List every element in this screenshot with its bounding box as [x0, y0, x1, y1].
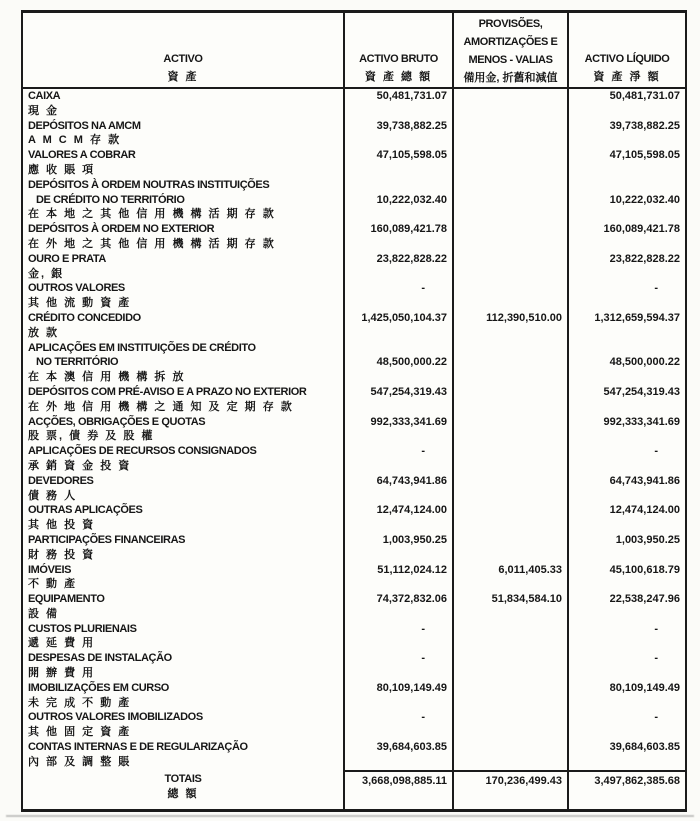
row-label-zh: 在 外 地 之 其 他 信 用 機 構 活 期 存 款 — [28, 237, 276, 250]
cell-prov — [454, 163, 567, 178]
cell-bruto: 39,684,603.85 — [376, 741, 447, 754]
row-label-pt: CONTAS INTERNAS E DE REGULARIZAÇÃO — [28, 741, 248, 754]
cell-bruto — [345, 518, 452, 533]
row-label-pt: OUTRAS APLICAÇÕES — [28, 504, 143, 517]
cell-prov — [454, 710, 567, 725]
cell-bruto — [345, 636, 452, 651]
row-label-pt: DEPÓSITOS À ORDEM NOUTRAS INSTITUIÇÕES — [28, 178, 270, 191]
header-provisoes-line1: PROVISÕES, — [478, 18, 543, 30]
cell-bruto: - — [421, 711, 425, 724]
cell-liq: 992,333,341.69 — [603, 415, 680, 428]
row-label-zh: 在 外 地 信 用 機 構 之 通 知 及 定 期 存 款 — [28, 400, 294, 413]
row-label-zh: 金, 銀 — [28, 267, 65, 280]
header-cell-activo — [23, 13, 343, 87]
cell-liq: 50,481,731.07 — [609, 90, 680, 102]
table-body — [23, 89, 685, 770]
cell-prov — [454, 696, 567, 711]
cell-liq — [569, 296, 685, 311]
cell-bruto — [345, 607, 452, 622]
cell-liq — [569, 326, 685, 341]
row-label-pt: ACÇÕES, OBRIGAÇÕES E QUOTAS — [28, 415, 206, 428]
cell-prov — [454, 622, 567, 637]
row-label-pt: VALORES A COBRAR — [28, 149, 136, 162]
row-label-zh: 其 他 流 動 資 產 — [28, 297, 132, 310]
cell-liq — [569, 577, 685, 592]
cell-bruto: 47,105,598.05 — [376, 149, 447, 162]
cell-prov — [454, 725, 567, 740]
row-label-zh: 承 銷 資 金 投 資 — [28, 459, 132, 472]
row-label-zh: 應 收 賬 項 — [28, 163, 96, 176]
cell-liq: - — [654, 282, 658, 295]
cell-liq: - — [654, 445, 658, 458]
cell-bruto — [345, 133, 452, 148]
cell-prov — [454, 607, 567, 622]
cell-prov — [454, 459, 567, 474]
row-label-pt: DESPESAS DE INSTALAÇÃO — [28, 652, 172, 665]
cell-prov — [454, 666, 567, 681]
cell-bruto — [345, 548, 452, 563]
row-label-zh: 設 備 — [28, 607, 60, 620]
row-label-pt: IMOBILIZAÇÕES EM CURSO — [28, 681, 169, 694]
row-label-zh: 未 完 成 不 動 產 — [28, 696, 132, 709]
cell-prov — [454, 681, 567, 696]
cell-prov — [454, 489, 567, 504]
row-label-zh: 其 他 投 資 — [28, 519, 96, 532]
cell-prov — [454, 178, 567, 193]
cell-bruto: 992,333,341.69 — [370, 415, 447, 428]
cell-bruto: 64,743,941.86 — [376, 474, 447, 487]
cell-bruto — [345, 429, 452, 444]
cell-bruto — [345, 237, 452, 252]
row-label-pt: DEPÓSITOS À ORDEM NO EXTERIOR — [28, 223, 215, 236]
cell-bruto — [345, 341, 452, 356]
cell-prov — [454, 296, 567, 311]
cell-prov — [454, 237, 567, 252]
cell-bruto — [345, 400, 452, 415]
totals-row — [23, 770, 685, 809]
cell-bruto — [345, 696, 452, 711]
header-provisoes-line2: AMORTIZAÇÕES E — [463, 36, 558, 48]
cell-prov — [454, 577, 567, 592]
column-activo — [23, 89, 343, 770]
cell-prov — [454, 341, 567, 356]
cell-prov — [454, 636, 567, 651]
cell-liq — [569, 400, 685, 415]
cell-prov — [454, 148, 567, 163]
cell-liq — [569, 755, 685, 770]
cell-prov — [454, 444, 567, 459]
balance-sheet-table — [21, 10, 687, 812]
row-label-zh: 內 部 及 調 整 賬 — [28, 755, 132, 768]
row-label-pt: DEPÓSITOS COM PRÉ-AVISO E A PRAZO NO EXTERIOR — [28, 385, 307, 398]
row-label-zh: 遞 延 費 用 — [28, 637, 96, 650]
column-provisoes — [452, 89, 567, 770]
cell-prov — [454, 385, 567, 400]
cell-prov — [454, 355, 567, 370]
cell-liq — [569, 178, 685, 193]
cell-liq — [569, 429, 685, 444]
cell-prov — [454, 267, 567, 282]
row-label-pt: PARTICIPAÇÕES FINANCEIRAS — [28, 533, 186, 546]
cell-liq: 39,684,603.85 — [609, 741, 680, 754]
table-header — [23, 13, 685, 89]
cell-bruto — [345, 459, 452, 474]
cell-bruto — [345, 370, 452, 385]
cell-liq: 39,738,882.25 — [609, 119, 680, 132]
row-label-zh: 現 金 — [28, 104, 60, 117]
header-cell-provisoes — [452, 13, 567, 87]
totals-provisoes: 170,236,499.43 — [452, 770, 567, 809]
row-label-zh: 開 辦 費 用 — [28, 667, 96, 680]
cell-liq — [569, 370, 685, 385]
cell-liq: 1,312,659,594.37 — [594, 311, 680, 324]
cell-bruto: - — [421, 282, 425, 295]
cell-liq — [569, 636, 685, 651]
cell-prov — [454, 651, 567, 666]
row-label-pt: DE CRÉDITO NO TERRITÓRIO — [36, 193, 185, 206]
cell-prov — [454, 429, 567, 444]
cell-liq — [569, 207, 685, 222]
cell-bruto — [345, 666, 452, 681]
row-label-pt: APLICAÇÕES DE RECURSOS CONSIGNADOS — [28, 445, 257, 458]
row-label-pt: DEVEDORES — [28, 474, 94, 487]
cell-liq — [569, 267, 685, 282]
cell-bruto: 12,474,124.00 — [376, 504, 447, 517]
row-label-pt: NO TERRITÓRIO — [36, 356, 119, 369]
cell-bruto: - — [421, 445, 425, 458]
row-label-pt: OURO E PRATA — [28, 252, 106, 265]
cell-liq — [569, 548, 685, 563]
cell-liq — [569, 163, 685, 178]
cell-bruto — [345, 489, 452, 504]
column-activo-bruto — [343, 89, 452, 770]
cell-prov — [454, 193, 567, 208]
cell-bruto: 80,109,149.49 — [376, 681, 447, 694]
cell-liq — [569, 518, 685, 533]
row-label-pt: CRÉDITO CONCEDIDO — [28, 311, 141, 324]
cell-bruto: 547,254,319.43 — [370, 385, 447, 398]
row-label-zh: 在 本 地 之 其 他 信 用 機 構 活 期 存 款 — [28, 208, 276, 221]
header-provisoes-line3: MENOS - VALIAS — [468, 54, 553, 66]
cell-liq: 80,109,149.49 — [609, 681, 680, 694]
cell-liq — [569, 459, 685, 474]
totals-label-pt: TOTAIS — [164, 773, 202, 785]
cell-liq: 10,222,032.40 — [609, 193, 680, 206]
cell-liq — [569, 341, 685, 356]
cell-prov — [454, 326, 567, 341]
cell-bruto — [345, 267, 452, 282]
cell-prov: 6,011,405.33 — [498, 563, 562, 576]
cell-bruto — [345, 163, 452, 178]
cell-bruto: 74,372,832.06 — [376, 593, 447, 606]
cell-prov — [454, 518, 567, 533]
cell-liq — [569, 607, 685, 622]
cell-liq: 64,743,941.86 — [609, 474, 680, 487]
totals-liquido: 3,497,862,385.68 — [567, 770, 685, 809]
cell-bruto: 1,425,050,104.37 — [361, 311, 447, 324]
cell-prov: 51,834,584.10 — [491, 593, 562, 606]
cell-bruto — [345, 178, 452, 193]
cell-liq: 23,822,828.22 — [609, 252, 680, 265]
row-label-pt: CAIXA — [28, 90, 61, 102]
cell-prov — [454, 370, 567, 385]
row-label-pt: APLICAÇÕES EM INSTITUIÇÕES DE CRÉDITO — [28, 341, 256, 354]
cell-liq: - — [654, 622, 658, 635]
cell-bruto — [345, 326, 452, 341]
cell-prov — [454, 89, 567, 104]
cell-liq: 22,538,247.96 — [609, 593, 680, 606]
cell-prov — [454, 104, 567, 119]
row-label-zh: A M C M 存 款 — [28, 134, 122, 147]
cell-bruto: 23,822,828.22 — [376, 252, 447, 265]
row-label-pt: IMÓVEIS — [28, 563, 72, 576]
scan-artifact — [6, 815, 694, 817]
cell-liq — [569, 725, 685, 740]
cell-liq — [569, 104, 685, 119]
row-label-pt: CUSTOS PLURIENAIS — [28, 622, 137, 635]
cell-liq — [569, 489, 685, 504]
row-label-pt: DEPÓSITOS NA AMCM — [28, 119, 141, 132]
cell-liq: 47,105,598.05 — [609, 149, 680, 162]
row-label-zh: 其 他 固 定 資 產 — [28, 726, 132, 739]
row-label-pt: OUTROS VALORES — [28, 282, 125, 295]
cell-prov: 112,390,510.00 — [486, 311, 562, 324]
header-liquido-zh: 資 產 淨 額 — [593, 71, 661, 83]
row-label-pt: EQUIPAMENTO — [28, 593, 105, 606]
cell-prov — [454, 740, 567, 755]
row-label-zh: 股 票, 債 券 及 股 權 — [28, 430, 155, 443]
header-bruto-pt: ACTIVO BRUTO — [359, 53, 438, 65]
cell-prov — [454, 400, 567, 415]
totals-label-zh: 總 額 — [167, 788, 199, 800]
cell-bruto: 39,738,882.25 — [376, 119, 447, 132]
cell-prov — [454, 222, 567, 237]
cell-liq: 48,500,000.22 — [609, 356, 680, 369]
cell-liq — [569, 133, 685, 148]
cell-bruto: 48,500,000.22 — [376, 356, 447, 369]
cell-bruto — [345, 296, 452, 311]
cell-bruto — [345, 755, 452, 770]
cell-liq — [569, 237, 685, 252]
header-activo-pt: ACTIVO — [163, 53, 203, 65]
cell-liq: - — [654, 711, 658, 724]
cell-prov — [454, 415, 567, 430]
cell-bruto — [345, 725, 452, 740]
row-label-zh: 在 本 澳 信 用 機 構 拆 放 — [28, 371, 186, 384]
cell-liq — [569, 666, 685, 681]
header-cell-activo-bruto — [343, 13, 452, 87]
cell-liq: 45,100,618.79 — [609, 563, 680, 576]
column-activo-liquido — [567, 89, 685, 770]
cell-bruto — [345, 207, 452, 222]
cell-bruto: 160,089,421.78 — [370, 223, 447, 236]
cell-prov — [454, 474, 567, 489]
header-bruto-zh: 資 產 總 額 — [364, 71, 433, 83]
cell-liq: 160,089,421.78 — [603, 223, 680, 236]
cell-prov — [454, 207, 567, 222]
cell-bruto — [345, 577, 452, 592]
cell-liq: - — [654, 652, 658, 665]
cell-prov — [454, 503, 567, 518]
header-activo-zh: 資 產 — [167, 71, 199, 83]
cell-prov — [454, 119, 567, 134]
cell-bruto — [345, 104, 452, 119]
cell-bruto: 10,222,032.40 — [376, 193, 447, 206]
header-liquido-pt: ACTIVO LÍQUIDO — [584, 53, 670, 65]
row-label-zh: 財 務 投 資 — [28, 548, 96, 561]
cell-prov — [454, 533, 567, 548]
totals-label-cell — [23, 770, 343, 809]
cell-prov — [454, 252, 567, 267]
row-label-zh: 債 務 人 — [28, 489, 78, 502]
cell-bruto: - — [421, 622, 425, 635]
cell-bruto: - — [421, 652, 425, 665]
header-cell-activo-liquido — [567, 13, 685, 87]
totals-bruto: 3,668,098,885.11 — [343, 770, 452, 809]
cell-prov — [454, 133, 567, 148]
row-label-zh: 不 動 產 — [28, 578, 78, 591]
row-label-zh: 放 款 — [28, 326, 60, 339]
cell-prov — [454, 755, 567, 770]
cell-liq: 547,254,319.43 — [603, 385, 680, 398]
cell-liq — [569, 696, 685, 711]
row-label-pt: OUTROS VALORES IMOBILIZADOS — [28, 711, 203, 724]
header-provisoes-zh: 備用金, 折舊和減值 — [463, 72, 558, 84]
cell-bruto: 1,003,950.25 — [382, 533, 447, 546]
cell-bruto: 50,481,731.07 — [376, 90, 447, 102]
cell-prov — [454, 548, 567, 563]
cell-liq: 1,003,950.25 — [615, 533, 680, 546]
cell-bruto: 51,112,024.12 — [377, 563, 447, 576]
cell-prov — [454, 281, 567, 296]
cell-liq: 12,474,124.00 — [609, 504, 680, 517]
